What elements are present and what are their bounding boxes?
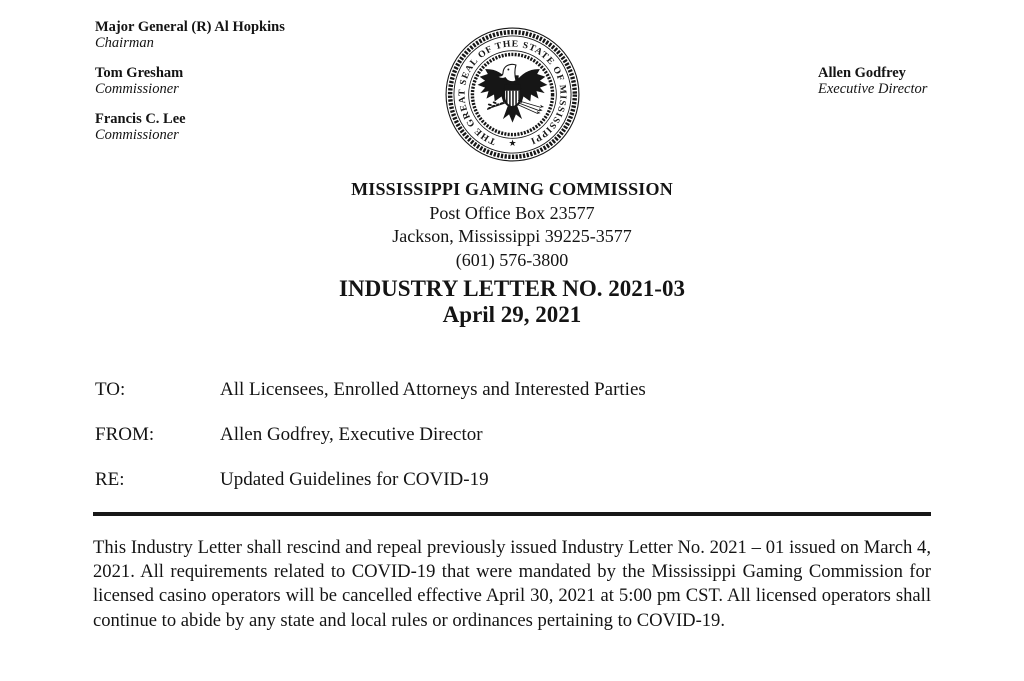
letter-date: April 29, 2021 — [442, 301, 582, 327]
seal-star-icon: ★ — [508, 137, 517, 148]
official-title: Executive Director — [818, 81, 928, 97]
official-title: Chairman — [95, 35, 154, 51]
address-line-2: Jackson, Mississippi 39225-3577 — [392, 226, 632, 246]
re-label: RE: — [95, 469, 125, 490]
official-commissioner-2 — [95, 111, 285, 143]
to-value: All Licensees, Enrolled Attorneys and Interested Parties — [220, 379, 646, 400]
field-row-re — [95, 468, 855, 492]
phone-number: (601) 576-3800 — [455, 249, 569, 270]
field-row-to — [95, 378, 855, 402]
official-commissioner-1 — [95, 65, 285, 97]
official-name: Tom Gresham — [95, 65, 184, 81]
official-chairman — [95, 19, 285, 51]
organization-name: MISSISSIPPI GAMING COMMISSION — [351, 179, 673, 199]
letter-body-paragraph: This Industry Letter shall rescind and repeal previously issued Industry Letter No. 2021 – 01 issued on March 4, 2021. All requirements related to COVID-19 that were mandated by the Mississippi Gaming Commission for licensed casino operators will be cancelled effective April 30, 2021 at 5:00 pm CST. All licensed operators shall continue to abide by any state and local rules or ordinances pertaining to COVID-19. — [93, 537, 931, 631]
seal-circular-text: THE GREAT SEAL OF THE STATE OF MISSISSIPPI — [456, 38, 569, 148]
officials-left-block — [95, 19, 285, 157]
officials-right-block — [818, 65, 927, 111]
letter-header-fields — [95, 378, 855, 513]
official-name: Francis C. Lee — [95, 111, 186, 127]
letterhead-block — [0, 178, 1024, 272]
divider-rule — [93, 512, 931, 516]
eagle-icon — [478, 64, 548, 122]
address-line-1: Post Office Box 23577 — [429, 202, 595, 223]
re-value: Updated Guidelines for COVID-19 — [220, 469, 489, 490]
from-label: FROM: — [95, 424, 155, 445]
letter-title-block — [0, 276, 1024, 327]
official-name: Allen Godfrey — [818, 65, 906, 81]
official-executive-director — [818, 65, 927, 97]
official-name: Major General (R) Al Hopkins — [95, 19, 285, 35]
from-value: Allen Godfrey, Executive Director — [220, 424, 483, 445]
official-title: Commissioner — [95, 127, 179, 143]
letter-title: INDUSTRY LETTER NO. 2021-03 — [339, 276, 685, 301]
field-row-from — [95, 423, 855, 447]
official-title: Commissioner — [95, 81, 179, 97]
mississippi-state-seal-icon — [444, 26, 581, 163]
to-label: TO: — [95, 379, 126, 400]
